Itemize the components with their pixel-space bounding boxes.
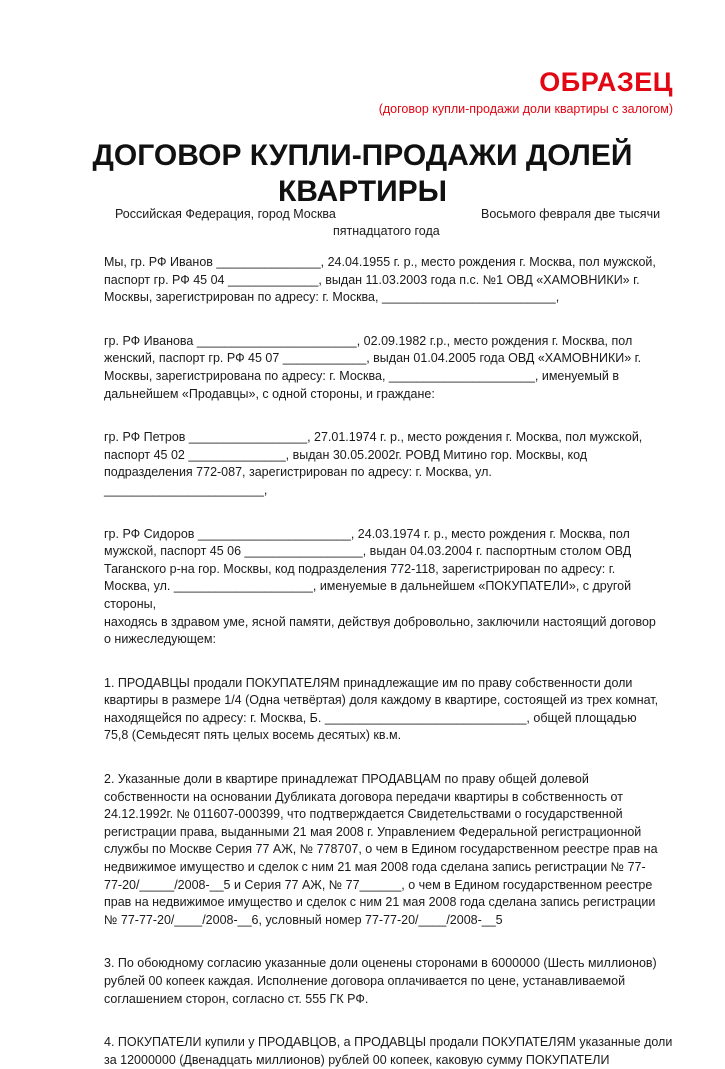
text-line: 3. По обоюдному согласию указанные доли оценены сторонами в 6000000 (Шесть миллионов) (104, 956, 657, 971)
contract-body (104, 254, 680, 1069)
text-line: за 12000000 (Двенадцать миллионов) рублей 00 копеек, каковую сумму ПОКУПАТЕЛИ (104, 1052, 610, 1067)
party-buyer-petrov (104, 429, 680, 499)
text-line: женский, паспорт гр. РФ 45 07 ____________, выдан 01.04.2005 года ОВД «ХАМОВНИКИ» г. (104, 351, 642, 366)
text-line: гр. РФ Иванова _______________________, 02.09.1982 г.р., место рождения г. Москва, пол (104, 333, 633, 348)
contract-date-line-1: Восьмого февраля две тысячи (481, 207, 661, 221)
text-line: 4. ПОКУПАТЕЛИ купили у ПРОДАВЦОВ, а ПРОДАВЦЫ продали ПОКУПАТЕЛЯМ указанные доли (104, 1035, 673, 1050)
text-line: регистрации права, выданными 21 мая 2008 г. Управлением Федеральной регистрационной (104, 824, 642, 839)
document-title-line-1: ДОГОВОР КУПЛИ-ПРОДАЖИ ДОЛЕЙ (92, 139, 633, 172)
document-title (60, 138, 665, 210)
text-line: собственности на основании Дубликата договора передачи квартиры в собственность от (104, 789, 623, 804)
text-line: стороны, (104, 596, 157, 611)
text-line: квартиры в размере 1/4 (Одна четвёртая) доля каждому в квартире, состоящей из трех комнат, (104, 693, 659, 708)
text-line: о нижеследующем: (104, 632, 216, 647)
sample-label: ОБРАЗЕЦ (539, 67, 673, 97)
text-line: дальнейшем «Продавцы», с одной стороны, и граждане: (104, 386, 435, 401)
party-seller-ivanova (104, 333, 680, 403)
text-line: Москвы, зарегистрирован по адресу: г. Москва, _________________________, (104, 290, 560, 305)
clause-1 (104, 675, 680, 745)
text-line: 1. ПРОДАВЦЫ продали ПОКУПАТЕЛЯМ принадлежащие им по праву собственности доли (104, 675, 633, 690)
text-line: паспорт 45 02 ______________, выдан 30.05.2002г. РОВД Митино гор. Москвы, код (104, 447, 588, 462)
text-line: подразделения 772-087, зарегистрирован по адресу: г. Москва, ул. (104, 465, 492, 480)
text-line: № 77-77-20/____/2008-__6, условный номер 77-77-20/____/2008-__5 (104, 912, 503, 927)
contract-city: Российская Федерация, город Москва (115, 207, 336, 221)
text-line: мужской, паспорт 45 06 _________________, выдан 04.03.2004 г. паспортным столом ОВД (104, 544, 632, 559)
clause-3 (104, 955, 680, 1008)
document-title-line-2: КВАРТИРЫ (277, 175, 448, 208)
text-line: 75,8 (Семьдесят пять целых восемь десятых) кв.м. (104, 728, 402, 743)
clause-4 (104, 1034, 680, 1069)
text-line: рублей 00 копеек каждая. Исполнение договора оплачивается по цене, устанавливаемой (104, 974, 626, 988)
text-line: _______________________, (104, 482, 268, 497)
text-line: 77-20/_____/2008-__5 и Серия 77 АЖ, № 77______, о чем в Едином государственном реестре (104, 877, 653, 892)
text-line: 2. Указанные доли в квартире принадлежат ПРОДАВЦАМ по праву общей долевой (104, 772, 589, 787)
text-line: недвижимое имущество и сделок с ним 21 мая 2008 года сделана запись регистрации № 77- (104, 860, 646, 875)
clause-2 (104, 771, 680, 929)
text-line: находящейся по адресу: г. Москва, Б. _____________________________, общей площадью (104, 710, 637, 725)
party-seller-ivanov (104, 254, 680, 307)
text-line: соглашением сторон, согласно ст. 555 ГК РФ. (104, 991, 369, 1006)
text-line: гр. РФ Петров _________________, 27.01.1974 г. р., место рождения г. Москва, пол мужской, (104, 430, 643, 445)
text-line: паспорт гр. РФ 45 04 _____________, выдан 11.03.2003 года п.с. №1 ОВД «ХАМОВНИКИ» г. (104, 272, 640, 287)
text-line: прав на недвижимое имущество и сделок с ним 21 мая 2008 года сделана запись регистрации (104, 895, 656, 910)
party-buyer-sidorov (104, 526, 680, 649)
contract-date-line-2: пятнадцатого года (333, 224, 440, 238)
text-line: Москвы, зарегистрирована по адресу: г. Москва, _____________________, именуемый в (104, 368, 620, 383)
text-line: службы по Москве Серия 77 АЖ, № 778707, о чем в Едином государственном реестре прав на (104, 842, 658, 857)
sample-subtitle: (договор купли-продажи доли квартиры с залогом) (378, 102, 673, 116)
text-line: Таганского р-на гор. Москвы, код подразделения 772-118, зарегистрирован по адресу: г. (104, 561, 616, 576)
text-line: Москва, ул. ____________________, именуемые в дальнейшем «ПОКУПАТЕЛИ», с другой (104, 579, 632, 594)
sample-stamp (379, 66, 673, 118)
text-line: 24.12.1992г. № 011607-000399, что подтверждается Свидетельствами о государственной (104, 807, 623, 822)
text-line: Мы, гр. РФ Иванов _______________, 24.04.1955 г. р., место рождения г. Москва, пол мужской, (104, 255, 656, 269)
text-line: гр. РФ Сидоров ______________________, 24.03.1974 г. р., место рождения г. Москва, пол (104, 526, 630, 541)
text-line: находясь в здравом уме, ясной памяти, действуя добровольно, заключили настоящий договор (104, 614, 656, 629)
